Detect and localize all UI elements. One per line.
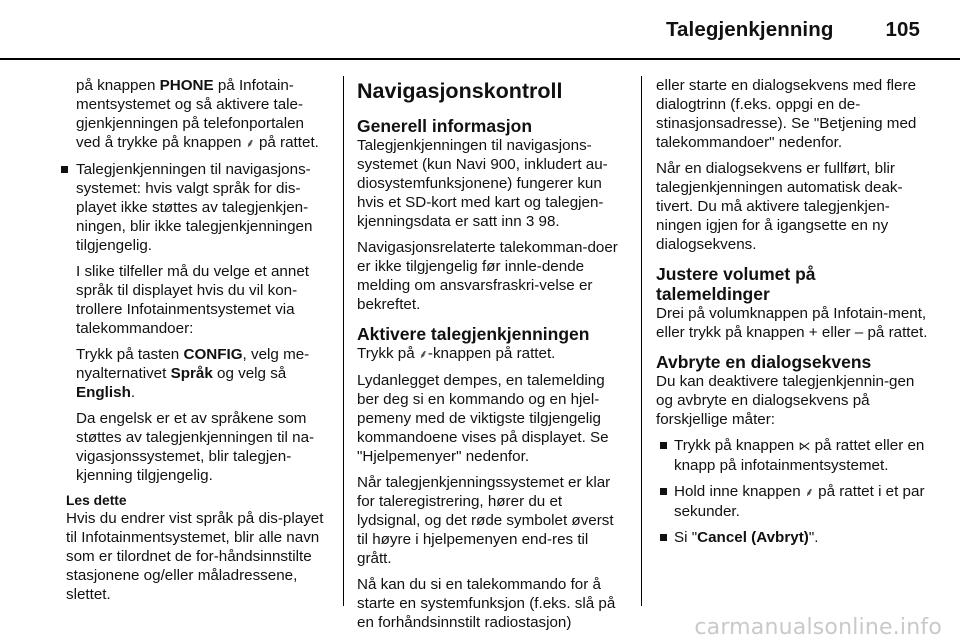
- column-left: [66, 76, 328, 611]
- paragraph: Talegjenkjenningen til navigasjons-systemet (kun Navi 900, inkludert au-diosystemfunksjonene) fungerer kun hvis et SD-kort med kart og talegjen-kjenningsdata er satt inn 3 98.: [357, 137, 608, 230]
- column-right: [656, 76, 930, 554]
- phone-key-label: PHONE: [159, 77, 214, 94]
- paragraph: Trykk på tasten CONFIG, velg me-nyalternativet Språk og velg så English.: [76, 346, 310, 401]
- list-item: Hold inne knappen ⸙ på rattet i et par sekunder.: [656, 482, 930, 521]
- subsection-title: Generell informasjon: [357, 116, 533, 136]
- note-body: Hvis du endrer vist språk på dis-playet til Infotainmentsystemet, blir alle navn som er tilordnet de for-håndsinnstilte stasjonene og/eller måladressene, slettet.: [66, 510, 324, 603]
- paragraph: eller starte en dialogsekvens med flere dialogtrinn (f.eks. oppgi en de-stinasjonsadresse). Se "Betjening med talekommandoer" nedenfor.: [656, 77, 917, 151]
- note-title: Les dette: [66, 493, 127, 508]
- config-key-label: CONFIG: [183, 346, 243, 363]
- column-divider: [343, 76, 344, 606]
- paragraph: Drei på volumknappen på Infotain-ment, eller trykk på knappen + eller – på rattet.: [656, 305, 928, 341]
- header-rule: [0, 58, 960, 60]
- paragraph: Når en dialogsekvens er fullført, blir talegjenkjenningen automatisk deak-tivert. Du må aktivere talegjenkjen-ningen igjen for å igangsette en ny dialogsekvens.: [656, 160, 903, 253]
- paragraph: Du kan deaktivere talegjenkjennin-gen og avbryte en dialogsekvens på forskjellige måter:: [656, 373, 915, 428]
- voice-button-icon: ⸙: [418, 347, 428, 361]
- paragraph: Da engelsk er et av språkene som støttes av talegjenkjenningen til na-vigasjonssystemet, blir talegjen-kjenning tilgjengelig.: [76, 410, 315, 484]
- subsection-title: Aktivere talegjenkjenningen: [357, 324, 590, 344]
- paragraph: I slike tilfeller må du velge et annet språk til displayet hvis du vil kon-trollere Infotainmentsystemet via talekommandoer:: [76, 263, 309, 337]
- subsection-title: Avbryte en dialogsekvens: [656, 352, 872, 372]
- page-reference: 3 98.: [525, 213, 560, 230]
- list-item: Si "Cancel (Avbryt)".: [656, 528, 930, 547]
- list-item: Talegjenkjenningen til navigasjons-systemet: hvis valgt språk for dis-playet ikke støttes av talegjenkjen-ningen, blir ikke talegjenkjenningen tilgjengelig.: [66, 160, 328, 255]
- voice-button-icon: ⸙: [804, 485, 814, 499]
- english-option-label: English: [76, 384, 131, 401]
- page-header: [666, 18, 920, 42]
- section-title: Navigasjonskontroll: [357, 79, 563, 103]
- paragraph: på knappen PHONE på Infotain-mentsystemet og så aktivere tale-gjenkjenningen på telefonportalen ved å trykke på knappen ⸙ på rattet.: [76, 77, 319, 151]
- subsection-title: Justere volumet på talemeldinger: [656, 264, 816, 304]
- page-number: 105: [885, 18, 920, 41]
- column-middle: [357, 76, 627, 639]
- paragraph: Lydanlegget dempes, en talemelding ber deg si en kommando og en hjel-pemeny med de viktigste tilgjengelig kommandoene vises på displayet. Se "Hjelpemenyer" nedenfor.: [357, 372, 609, 465]
- paragraph: Trykk på ⸙-knappen på rattet.: [357, 345, 556, 362]
- voice-button-icon: ⸙: [245, 136, 255, 150]
- paragraph: Nå kan du si en talekommando for å starte en systemfunksjon (f.eks. slå på en forhåndsinnstilt radiostasjon): [357, 576, 616, 631]
- cancel-command-label: Cancel (Avbryt): [697, 529, 809, 546]
- page-title: Talegjenkjenning: [665, 18, 834, 41]
- column-divider: [641, 76, 642, 606]
- sprak-menu-label: Språk: [170, 365, 213, 382]
- hangup-button-icon: ⋉: [798, 439, 811, 453]
- paragraph: Navigasjonsrelaterte talekomman-doer er ikke tilgjengelig før innle-dende melding om ansvarsfraskri-velse er bekreftet.: [357, 239, 618, 313]
- watermark: carmanualsonline.info: [694, 615, 942, 640]
- list-item: Trykk på knappen ⋉ på rattet eller en knapp på infotainmentsystemet.: [656, 436, 930, 475]
- paragraph: Når talegjenkjenningssystemet er klar for taleregistrering, hører du et lydsignal, og det røde symbolet øverst til høyre i hjelpemenyen end-res til grått.: [357, 474, 614, 567]
